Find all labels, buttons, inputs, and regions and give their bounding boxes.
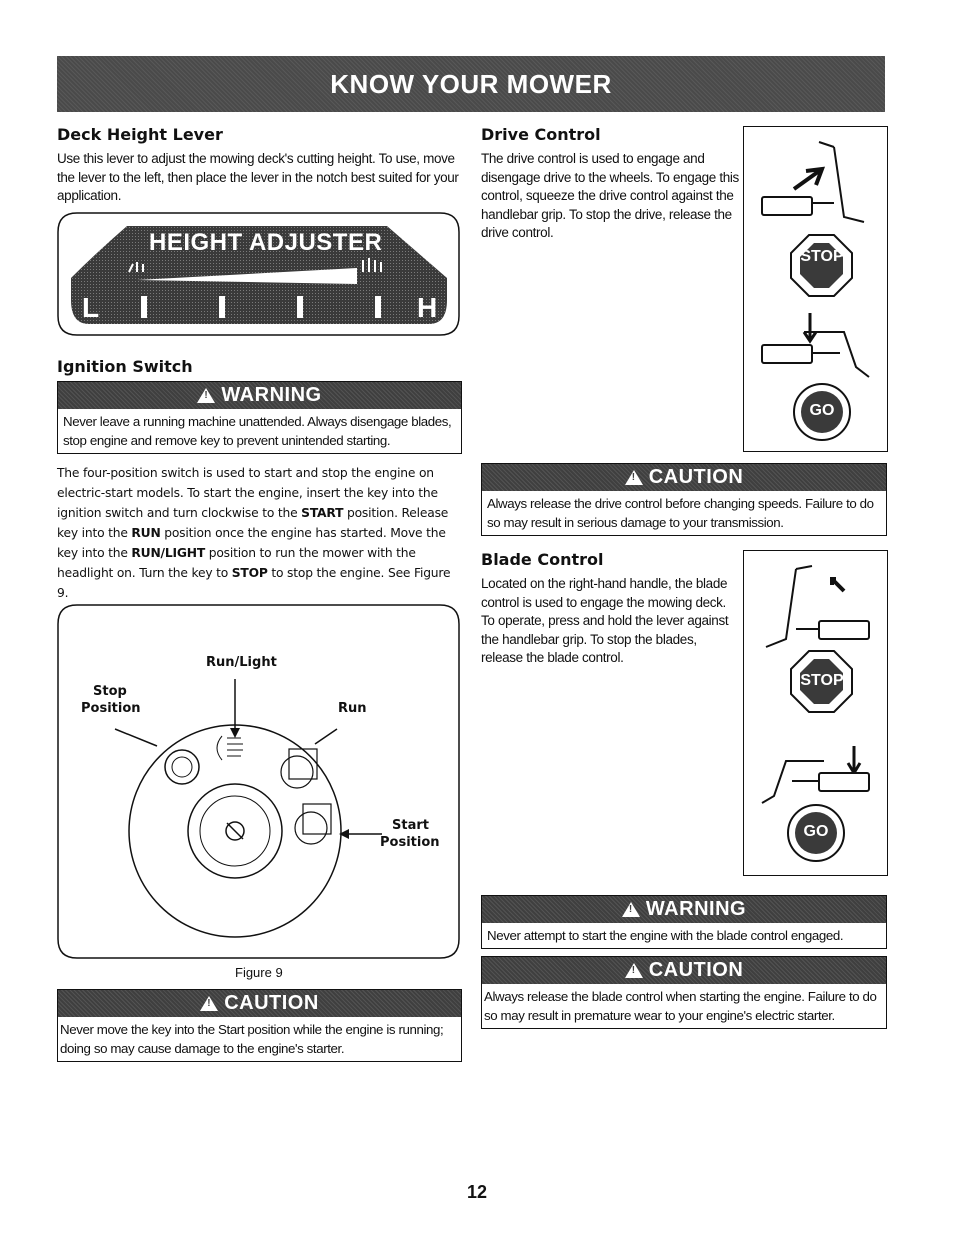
blade-stop-icon: STOP xyxy=(800,672,844,689)
stop-position-label-2: Position xyxy=(81,701,141,716)
drive-caution-box xyxy=(481,463,887,536)
page-number: 12 xyxy=(466,1182,488,1202)
blade-caution-box xyxy=(481,956,887,1029)
warning-text: Never leave a running machine unattended. Always disengage blades, stop engine and remove key to prevent unintended starting. xyxy=(63,414,452,448)
caution-triangle-icon xyxy=(625,470,643,485)
warning-header: ! WARNING xyxy=(58,382,461,409)
blade-warning-box xyxy=(481,895,887,949)
drive-stop-icon: STOP xyxy=(800,248,844,265)
drive-control-illustration xyxy=(743,126,888,452)
warning-triangle-icon xyxy=(622,902,640,917)
stop-position-label: Stop xyxy=(93,684,127,699)
ignition-warning-box xyxy=(57,381,462,454)
caution-text: Never move the key into the Start position while the engine is running; doing so may cause damage to the engine's starter. xyxy=(60,1022,444,1056)
run-light-label: Run/Light xyxy=(206,655,277,670)
ignition-caution-box xyxy=(57,989,462,1062)
caution-triangle-icon xyxy=(200,996,218,1011)
deck-height-text: Use this lever to adjust the mowing deck's cutting height. To use, move the lever to the left, then place the lever in the notch best suited for your application. xyxy=(57,151,459,203)
warning-header: ! WARNING xyxy=(482,896,886,923)
drive-go-icon: GO xyxy=(809,402,835,419)
run-label: Run xyxy=(338,701,367,716)
warning-triangle-icon xyxy=(197,388,215,403)
decal-title: HEIGHT ADJUSTER xyxy=(149,229,383,256)
ignition-heading: Ignition Switch xyxy=(57,357,193,376)
drive-control-text: The drive control is used to engage and disengage drive to the wheels. To engage this control, squeeze the drive control against the handlebar grip. To stop the drive, release the drive control. xyxy=(481,151,739,240)
start-position-label: Start xyxy=(392,818,429,833)
caution-text: Always release the blade control when starting the engine. Failure to do so may result in premature wear to your engine's electric starter. xyxy=(484,989,877,1023)
section-banner xyxy=(57,56,885,112)
decal-high-label: H xyxy=(417,292,438,323)
banner-title: KNOW YOUR MOWER xyxy=(330,68,612,99)
caution-text: Always release the drive control before changing speeds. Failure to do so may result in serious damage to your transmission. xyxy=(487,496,874,530)
figure-caption: Figure 9 xyxy=(235,965,283,980)
drive-control-heading: Drive Control xyxy=(481,125,601,144)
caution-header: ! CAUTION xyxy=(482,464,886,491)
start-position-label-2: Position xyxy=(380,835,440,850)
caution-header: ! CAUTION xyxy=(58,990,461,1017)
decal-low-label: L xyxy=(82,292,100,323)
caution-triangle-icon xyxy=(625,963,643,978)
ignition-paragraph: The four-position switch is used to start and stop the engine on electric-start models. To start the engine, insert the key into the ignition switch and turn clockwise to the START position. Release key into the RUN position once the engine has started. Move the key into the RUN/LIGHT position to run the mower with the headlight on. Turn the key to STOP to stop the engine. See Figure 9. xyxy=(57,466,451,600)
blade-control-text: Located on the right-hand handle, the blade control is used to engage the mowing deck. To operate, press and hold the lever against the handlebar grip. To stop the blades, release the blade control. xyxy=(481,576,729,665)
blade-control-illustration xyxy=(743,550,888,876)
height-adjuster-decal xyxy=(57,212,460,336)
deck-height-heading: Deck Height Lever xyxy=(57,125,223,144)
ignition-switch-figure xyxy=(57,604,460,959)
warning-text: Never attempt to start the engine with the blade control engaged. xyxy=(487,928,844,943)
blade-go-icon: GO xyxy=(803,823,829,840)
blade-control-heading: Blade Control xyxy=(481,550,604,569)
caution-header: ! CAUTION xyxy=(482,957,886,984)
